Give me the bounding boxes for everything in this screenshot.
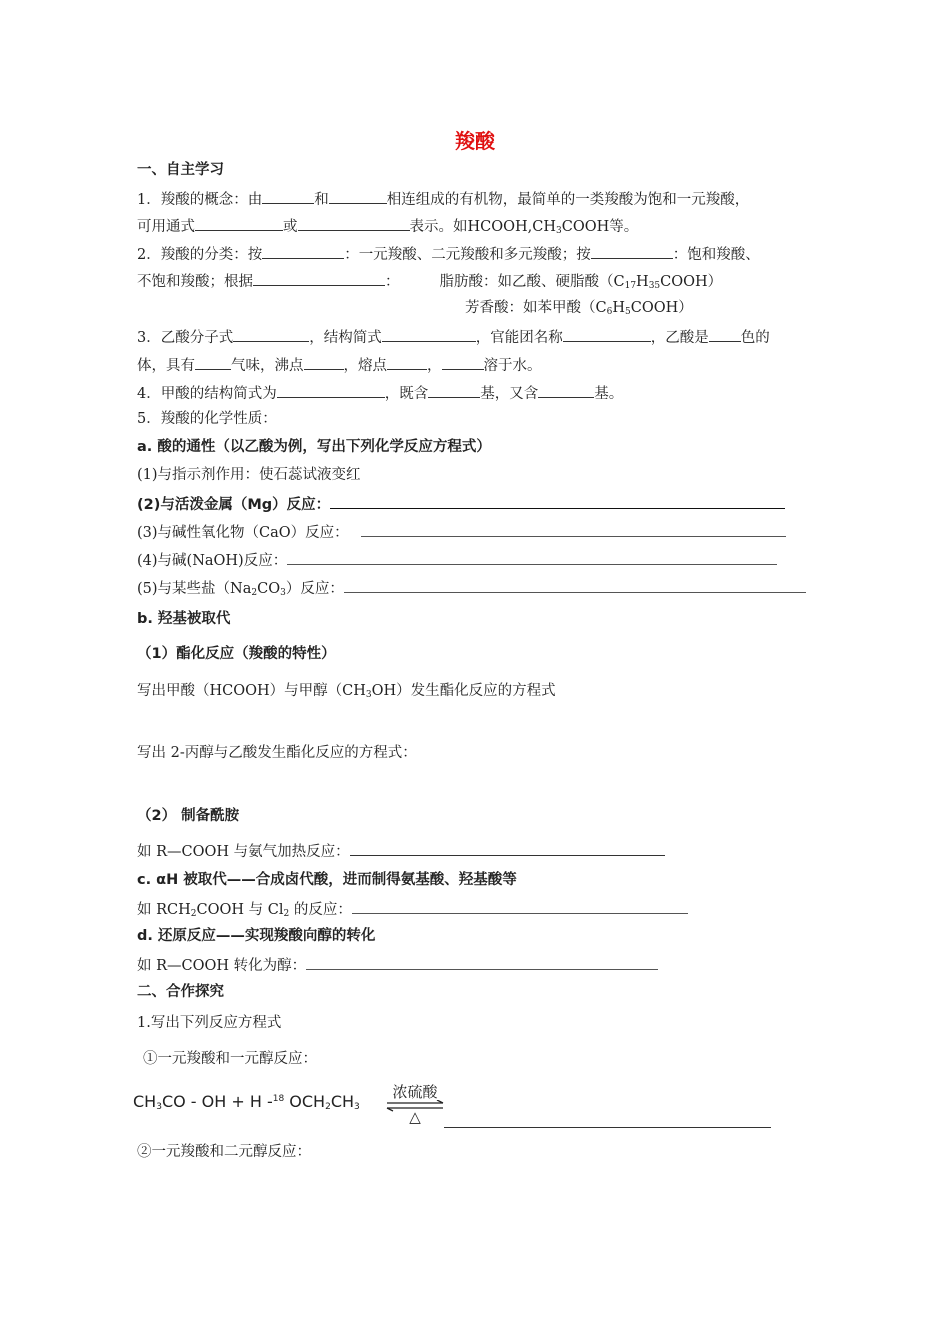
reaction-condition-heat: △ xyxy=(409,1108,421,1126)
item-c: 如 $RCH_2COOH$ 与 $Cl_2$ 的反应： xyxy=(137,899,688,919)
question-3-line-2: 体，具有 气味，沸点 ，熔点 ， 溶于水。 xyxy=(137,355,542,375)
question-5: 5．羧酸的化学性质： xyxy=(137,411,277,427)
reaction-catalyst: 浓硫酸 xyxy=(392,1083,438,1101)
answer-blank[interactable] xyxy=(329,189,387,204)
answer-blank[interactable] xyxy=(262,244,344,259)
question-1-line-1: 1．羧酸的概念：由 和 相连组成的有机物，最简单的一类羧酸为饱和一元羧酸， xyxy=(137,189,749,209)
subheading-b: b. 羟基被取代 xyxy=(137,611,231,627)
item-a4: (4)与碱(NaOH)反应： xyxy=(137,550,777,570)
question-2-line-1: 2．羧酸的分类：按 ：一元羧酸、二元羧酸和多元羧酸；按 ：饱和羧酸、 xyxy=(137,244,760,264)
item-b1-q1: 写出甲酸（HCOOH）与甲醇$(CH_3OH)$发生酯化反应的方程式 xyxy=(137,683,556,700)
answer-blank[interactable] xyxy=(538,383,594,398)
question-2-line-2: 不饱和羧酸；根据 ： 脂肪酸：如乙酸、硬脂酸$(C_{17}H_{35}COOH)$ xyxy=(137,271,722,291)
question-4: 4．甲酸的结构简式为 ，既含 基，又含 基。 xyxy=(137,383,623,403)
page-title: 羧酸 xyxy=(455,129,495,153)
answer-blank[interactable] xyxy=(442,355,484,370)
item-a1: (1)与指示剂作用：使石蕊试液变红 xyxy=(137,467,361,483)
answer-blank[interactable] xyxy=(709,327,741,342)
item-b1-q2: 写出 2-丙醇与乙酸发生酯化反应的方程式： xyxy=(137,745,417,761)
answer-blank[interactable] xyxy=(195,355,231,370)
question-1-line-2: 可用通式 或 表示。如$HCOOH,CH_3COOH$等。 xyxy=(137,216,638,236)
item-d: 如 R—COOH 转化为醇： xyxy=(137,955,658,975)
item-b2: 如 R—COOH 与氨气加热反应： xyxy=(137,841,665,861)
question-3-line-1: 3．乙酸分子式 ，结构简式 ，官能团名称 ，乙酸是 色的 xyxy=(137,327,770,347)
item-a5: (5)与某些盐$(Na_2CO_3)$反应： xyxy=(137,578,806,598)
answer-blank[interactable] xyxy=(253,271,385,286)
item-a2: (2)与活泼金属（Mg）反应： xyxy=(137,494,785,514)
answer-blank[interactable] xyxy=(298,216,410,231)
esterification-equation: $CH_3CO$ - OH + H -$^{18}$ $OCH_2CH_3$ xyxy=(133,1092,360,1112)
answer-line[interactable] xyxy=(330,494,785,509)
answer-line[interactable] xyxy=(287,550,777,565)
answer-line[interactable] xyxy=(352,899,688,914)
answer-blank[interactable] xyxy=(233,327,309,342)
answer-blank[interactable] xyxy=(277,383,385,398)
section2-question-1: 1.写出下列反应方程式 xyxy=(137,1015,282,1031)
answer-blank[interactable] xyxy=(563,327,651,342)
section2-item-2: ②一元羧酸和二元醇反应： xyxy=(137,1144,311,1160)
answer-line[interactable] xyxy=(444,1127,771,1128)
answer-blank[interactable] xyxy=(195,216,283,231)
answer-blank[interactable] xyxy=(382,327,476,342)
answer-line[interactable] xyxy=(361,522,786,537)
subheading-c: c. αH 被取代——合成卤代酸，进而制得氨基酸、羟基酸等 xyxy=(137,872,517,888)
answer-blank[interactable] xyxy=(387,355,427,370)
item-a3: (3)与碱性氧化物（CaO）反应： xyxy=(137,522,786,542)
section2-item-1: ①一元羧酸和一元醇反应： xyxy=(143,1051,317,1067)
subheading-a: a. 酸的通性（以乙酸为例，写出下列化学反应方程式） xyxy=(137,439,491,455)
answer-blank[interactable] xyxy=(428,383,480,398)
question-2-line-3: 芳香酸：如苯甲酸$(C_6H_5COOH)$ xyxy=(465,300,693,317)
subheading-d: d. 还原反应——实现羧酸向醇的转化 xyxy=(137,928,376,944)
subheading-b1: （1）酯化反应（羧酸的特性） xyxy=(137,646,336,662)
section-heading-cooperation: 二、合作探究 xyxy=(137,984,224,1000)
answer-line[interactable] xyxy=(350,841,665,856)
answer-blank[interactable] xyxy=(591,244,673,259)
subheading-b2: （2） 制备酰胺 xyxy=(137,808,240,824)
answer-blank[interactable] xyxy=(304,355,344,370)
answer-line[interactable] xyxy=(306,955,658,970)
section-heading-self-study: 一、自主学习 xyxy=(137,162,224,178)
answer-line[interactable] xyxy=(344,578,806,593)
answer-blank[interactable] xyxy=(262,189,314,204)
